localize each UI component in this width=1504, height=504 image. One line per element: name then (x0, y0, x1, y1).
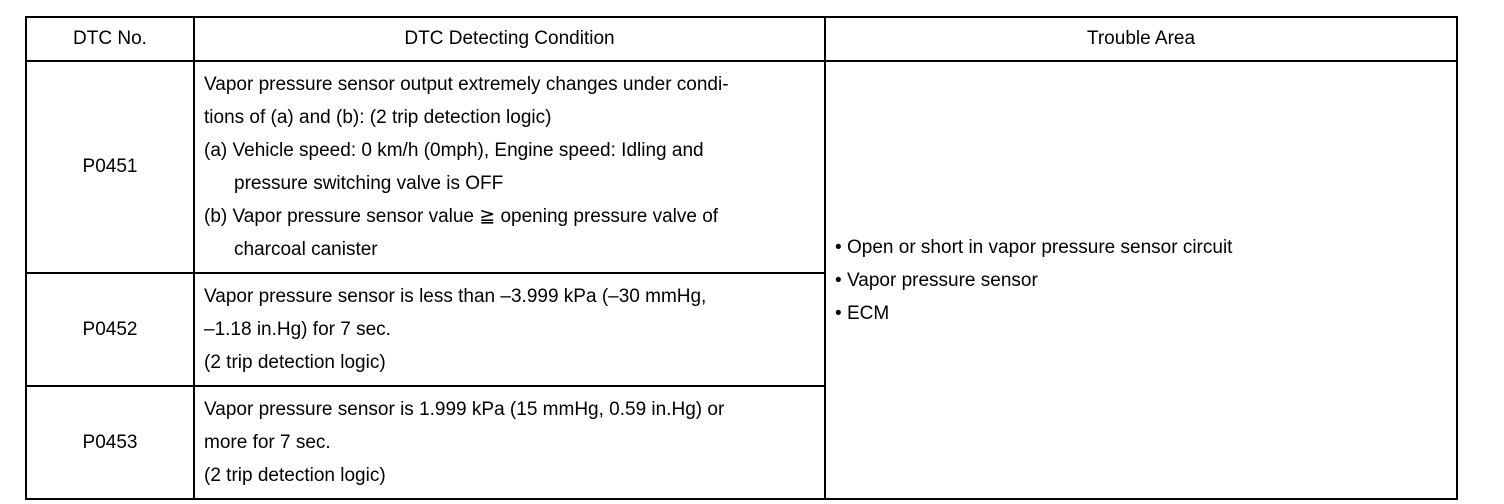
condition-line: more for 7 sec. (204, 432, 331, 453)
trouble-area-text: ECM (847, 302, 890, 324)
header-detecting-condition: DTC Detecting Condition (194, 17, 825, 61)
bullet-icon: • (835, 302, 842, 324)
condition-line: pressure switching valve is OFF (234, 173, 504, 194)
dtc-code: P0451 (26, 61, 194, 273)
header-dtc-no: DTC No. (26, 17, 194, 61)
dtc-code: P0452 (26, 273, 194, 386)
condition-line: Vapor pressure sensor is 1.999 kPa (15 mmHg, 0.59 in.Hg) or (204, 399, 725, 420)
trouble-area-text: Open or short in vapor pressure sensor circuit (847, 236, 1233, 258)
trouble-area-item (835, 231, 1446, 264)
trouble-area (825, 61, 1457, 499)
detecting-condition (194, 386, 825, 499)
detecting-condition (194, 273, 825, 386)
header-row (26, 17, 1457, 61)
condition-line: tions of (a) and (b): (2 trip detection logic) (204, 107, 552, 128)
condition-line: –1.18 in.Hg) for 7 sec. (204, 319, 391, 340)
bullet-icon: • (835, 269, 842, 291)
condition-line: Vapor pressure sensor output extremely changes under condi- (204, 74, 729, 95)
condition-line: Vapor pressure sensor is less than –3.999 kPa (–30 mmHg, (204, 286, 707, 307)
dtc-table (25, 16, 1458, 500)
dtc-code: P0453 (26, 386, 194, 499)
detecting-condition (194, 61, 825, 273)
trouble-area-item (835, 264, 1446, 297)
table-row (26, 61, 1457, 273)
condition-line: (2 trip detection logic) (204, 352, 386, 373)
condition-line: (a) Vehicle speed: 0 km/h (0mph), Engine speed: Idling and (204, 140, 704, 161)
condition-line: (2 trip detection logic) (204, 465, 386, 486)
trouble-area-item (835, 297, 1446, 330)
condition-line: (b) Vapor pressure sensor value ≧ opening pressure valve of (204, 206, 719, 227)
condition-line: charcoal canister (234, 239, 378, 260)
trouble-area-text: Vapor pressure sensor (847, 269, 1038, 291)
bullet-icon: • (835, 236, 842, 258)
header-trouble-area: Trouble Area (825, 17, 1457, 61)
